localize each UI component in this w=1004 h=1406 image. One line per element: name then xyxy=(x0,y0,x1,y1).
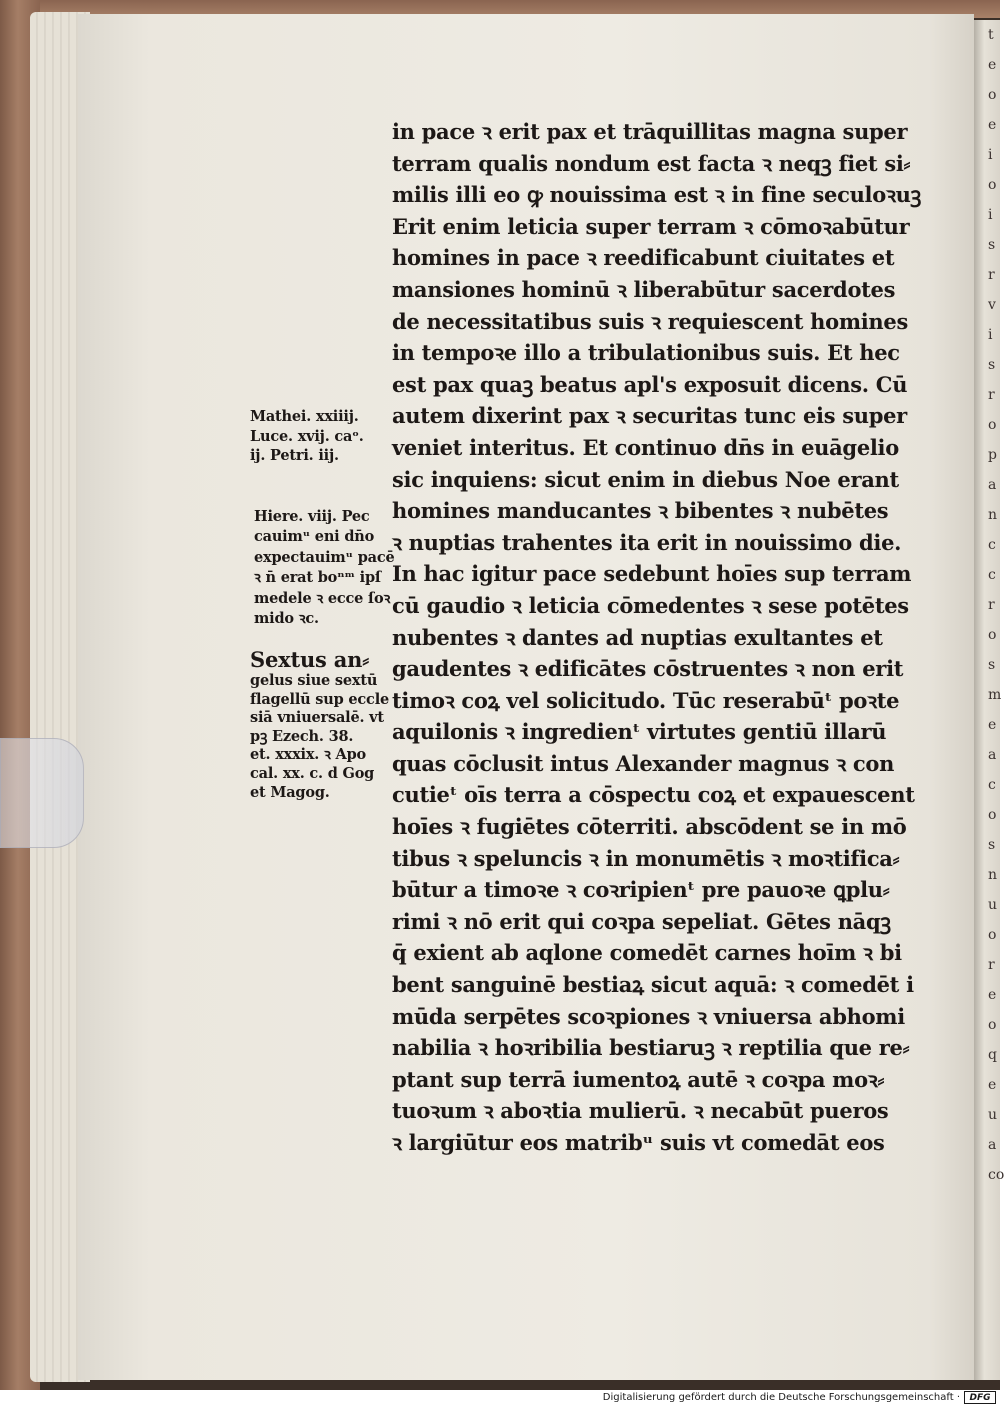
next-page-letter: r xyxy=(988,597,995,613)
main-text-block xyxy=(392,116,921,1159)
next-page-letter: i xyxy=(988,147,993,163)
text-line: gaudentes ꝛ edificātes cōstruentes ꝛ non erit xyxy=(392,656,904,682)
margin-note-line: expectauimᵘ pacē xyxy=(254,548,395,566)
next-page-letter: s xyxy=(988,237,996,253)
next-page-letter: o xyxy=(988,927,997,943)
next-page-letter: e xyxy=(988,987,997,1003)
next-page-letter: a xyxy=(988,1137,997,1153)
footer-bar xyxy=(0,1390,1000,1406)
next-page-letter: o xyxy=(988,807,997,823)
next-page-letter: e xyxy=(988,717,997,733)
margin-note-hieremias xyxy=(254,507,395,629)
next-page-letter: u xyxy=(988,897,998,913)
next-page-letter: co xyxy=(988,1167,1004,1183)
next-page-letter: c xyxy=(988,777,996,793)
text-line: bent sanguinē bestiaꝝ sicut aquā: ꝛ comedēt i xyxy=(392,972,914,998)
margin-note-sextus-angelus xyxy=(250,648,389,802)
margin-note-line: Hiere. viij. Pec xyxy=(254,508,370,525)
margin-note-line: pꝫ Ezech. 38. xyxy=(250,727,354,745)
next-page-letter: q xyxy=(988,1047,997,1063)
text-line: ꝛ largiūtur eos matribᵘ suis vt comedāt eos xyxy=(392,1130,885,1155)
margin-note-line: mido ꝛc. xyxy=(254,609,319,627)
next-page-letter: o xyxy=(988,1017,997,1033)
text-line: in tempoꝛe illo a tribulationibus suis. Et hec xyxy=(392,340,900,366)
text-line: cutieᵗ oīs terra a cōspectu coꝝ et expauescent xyxy=(392,782,915,808)
margin-note-line: Sextus an⸗ xyxy=(250,647,370,672)
text-line: In hac igitur pace sedebunt hoīes sup terram xyxy=(392,561,912,587)
next-page-letter: a xyxy=(988,747,997,763)
next-page-letter: o xyxy=(988,417,997,433)
next-page-letter: u xyxy=(988,1107,998,1123)
next-page-letter: m xyxy=(988,687,1002,703)
margin-note-line: cauimᵘ eni dn̄o xyxy=(254,528,375,546)
next-page-edge xyxy=(974,20,1004,1380)
text-line: tibus ꝛ speluncis ꝛ in monumētis ꝛ moꝛtifica⸗ xyxy=(392,845,900,871)
text-line: autem dixerint pax ꝛ securitas tunc eis super xyxy=(392,403,907,429)
next-page-letter: r xyxy=(988,267,995,283)
text-line: ptant sup terrā iumentoꝝ autē ꝛ coꝛpa moꝛ⸗ xyxy=(392,1066,885,1092)
margin-note-references xyxy=(250,407,364,466)
text-line: nabilia ꝛ hoꝛribilia bestiaruꝫ ꝛ reptilia que re⸗ xyxy=(392,1035,910,1061)
next-page-letter: i xyxy=(988,327,993,343)
next-page-letter: n xyxy=(988,867,998,883)
text-line: Erit enim leticia super terram ꝛ cōmoꝛabūtur xyxy=(392,213,910,239)
text-line: mansiones hominū ꝛ liberabūtur sacerdotes xyxy=(392,276,896,302)
margin-note-line: medele ꝛ ecce ſoꝛ xyxy=(254,589,391,607)
text-line: quas cōclusit intus Alexander magnus ꝛ con xyxy=(392,750,895,776)
text-line: aquilonis ꝛ ingredienᵗ virtutes gentiū illarū xyxy=(392,719,887,745)
next-page-letter: c xyxy=(988,537,996,553)
next-page-letter: s xyxy=(988,837,996,853)
text-line: būtur a timoꝛe ꝛ coꝛripienᵗ pre pauoꝛe ꝗplu⸗ xyxy=(392,877,890,903)
next-page-letter: n xyxy=(988,507,998,523)
margin-note-line: et Magog. xyxy=(250,783,330,801)
next-page-letter: r xyxy=(988,387,995,403)
next-page-letter: o xyxy=(988,87,997,103)
text-line: rimi ꝛ nō erit qui coꝛpa sepeliat. Gētes nāqꝫ xyxy=(392,908,891,934)
text-line: in pace ꝛ erit pax et trāquillitas magna super xyxy=(392,119,908,144)
margin-note-line: et. xxxix. ꝛ Apo xyxy=(250,746,366,764)
next-page-letter: o xyxy=(988,627,997,643)
text-line: q̄ exient ab aqlone comedēt carnes hoīm ꝛ bi xyxy=(392,940,902,966)
margin-note-line: siā vniuersalē. vt xyxy=(250,709,384,727)
next-page-letter: a xyxy=(988,477,997,493)
text-line: est pax quaꝫ beatus apl's exposuit dicens. Cū xyxy=(392,371,908,397)
next-page-letter: c xyxy=(988,567,996,583)
margin-note-line: gelus siue sextū xyxy=(250,672,378,689)
next-page-letter: s xyxy=(988,657,996,673)
margin-note-line: cal. xx. c. d Gog xyxy=(250,764,375,782)
next-page-letter: v xyxy=(988,297,996,313)
text-line: terram qualis nondum est facta ꝛ neqꝫ fiet si⸗ xyxy=(392,150,911,176)
footer-credit: Digitalisierung gefördert durch die Deutsche Forschungsgemeinschaft · xyxy=(602,1392,960,1403)
next-page-letter: p xyxy=(988,447,997,463)
text-line: tuoꝛum ꝛ aboꝛtia mulierū. ꝛ necabūt pueros xyxy=(392,1098,889,1124)
next-page-letter: r xyxy=(988,957,995,973)
margin-note-line: flagellū sup eccle xyxy=(250,690,390,708)
margin-note-line: ꝛ n̄ erat boⁿᵐ ipſ xyxy=(254,569,381,587)
plastic-clip xyxy=(0,738,84,848)
text-line: homines manducantes ꝛ bibentes ꝛ nubētes xyxy=(392,498,889,524)
text-line: homines in pace ꝛ reedificabunt ciuitates et xyxy=(392,245,895,271)
text-line: ꝛ nuptias trahentes ita erit in nouissimo die. xyxy=(392,529,902,555)
next-page-letter: t xyxy=(988,27,994,43)
next-page-letter: e xyxy=(988,1077,997,1093)
text-line: mūda serpētes scoꝛpiones ꝛ vniuersa abhomi xyxy=(392,1003,905,1029)
text-line: de necessitatibus suis ꝛ requiescent homines xyxy=(392,308,908,334)
text-line: hoīes ꝛ fugiētes cōterriti. abscōdent se in mō xyxy=(392,814,907,840)
text-line: cū gaudio ꝛ leticia cōmedentes ꝛ sese potētes xyxy=(392,592,909,618)
text-line: sic inquiens: sicut enim in diebus Noe erant xyxy=(392,466,899,492)
text-line: timoꝛ coꝝ vel solicitudo. Tūc reserabūᵗ poꝛte xyxy=(392,687,900,713)
next-page-letter: s xyxy=(988,357,996,373)
next-page-letter: o xyxy=(988,177,997,193)
next-page-letter: e xyxy=(988,117,997,133)
text-line: nubentes ꝛ dantes ad nuptias exultantes et xyxy=(392,624,883,650)
dfg-logo: DFG xyxy=(964,1391,996,1404)
next-page-letter: e xyxy=(988,57,997,73)
margin-note-line: Mathei. xxiiij. xyxy=(250,408,359,425)
margin-note-line: ij. Petri. iij. xyxy=(250,447,339,464)
next-page-letter: i xyxy=(988,207,993,223)
text-line: milis illi eo ꝙ nouissima est ꝛ in fine seculoꝛuꝫ xyxy=(392,182,921,208)
text-line: veniet interitus. Et continuo dn̄s in euāgelio xyxy=(392,434,899,460)
margin-note-line: Luce. xvij. caᵒ. xyxy=(250,427,364,445)
